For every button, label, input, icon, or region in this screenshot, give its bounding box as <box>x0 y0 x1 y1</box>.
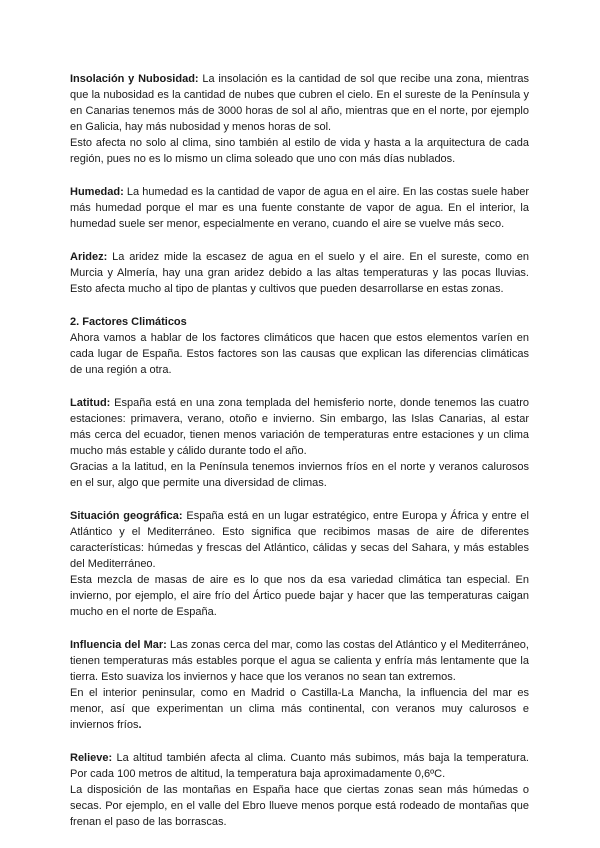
paragraph <box>70 249 529 297</box>
paragraph <box>70 71 529 135</box>
section-factores <box>70 314 529 378</box>
paragraph <box>70 750 529 782</box>
term-label: Humedad: <box>70 186 124 198</box>
paragraph: Esta mezcla de masas de aire es lo que nos da esa variedad climática tan especial. En invierno, por ejemplo, el aire frío del Ártico puede bajar y hacer que las temperaturas caigan mucho en el norte de España. <box>70 574 529 618</box>
paragraph: Gracias a la latitud, en la Península tenemos inviernos fríos en el norte y veranos calurosos en el sur, algo que permite una diversidad de climas. <box>70 461 529 489</box>
term-label: Latitud: <box>70 397 111 409</box>
paragraph-text: Las zonas cerca del mar, como las costas del Atlántico y el Mediterráneo, tienen temperaturas más estables porque el agua se calienta y enfría más lentamente que la tierra. Esto suaviza los inviernos y hace que los veranos no sean tan extremos. <box>70 639 529 683</box>
section-situacion <box>70 508 529 620</box>
term-label: Situación geográfica: <box>70 510 183 522</box>
paragraph-text: La humedad es la cantidad de vapor de agua en el aire. En las costas suele haber más humedad porque el mar es una fuente constante de vapor de agua. En el interior, la humedad suele ser menor, especialmente en verano, cuando el aire se vuelve más seco. <box>70 186 529 230</box>
paragraph: La disposición de las montañas en España hace que ciertas zonas sean más húmedas o secas. Por ejemplo, en el valle del Ebro llueve menos porque está rodeado de montañas que frenan el paso de las borrascas. <box>70 784 529 828</box>
section-latitud <box>70 395 529 491</box>
section-mar <box>70 637 529 733</box>
section-insolacion <box>70 71 529 167</box>
term-label: Insolación y Nubosidad: <box>70 73 199 85</box>
paragraph <box>70 184 529 232</box>
bold-period: . <box>138 719 142 731</box>
paragraph: Esto afecta no solo al clima, sino también al estilo de vida y hasta a la arquitectura de cada región, pues no es lo mismo un clima soleado que uno con más días nublados. <box>70 137 529 165</box>
document-body <box>70 71 529 830</box>
paragraph <box>70 508 529 572</box>
paragraph-text: En el interior peninsular, como en Madrid o Castilla-La Mancha, la influencia del mar es menor, así que experimentan un clima más continental, con veranos muy calurosos e inviernos fríos <box>70 687 529 731</box>
paragraph-text: España está en un lugar estratégico, entre Europa y África y entre el Atlántico y el Mediterráneo. Esto significa que recibimos masas de aire de diferentes características: húmedas y frescas del Atlántico, cálidas y secas del Sahara, y más estables del Mediterráneo. <box>70 510 529 570</box>
section-aridez <box>70 249 529 297</box>
paragraph-text: La insolación es la cantidad de sol que recibe una zona, mientras que la nubosidad es la cantidad de nubes que cubren el cielo. En el sureste de la Península y en Canarias tenemos más de 3000 horas de sol al año, mientras que en el norte, por ejemplo en Galicia, hay más nubosidad y menos horas de sol. <box>70 73 530 133</box>
paragraph-text: La altitud también afecta al clima. Cuanto más subimos, más baja la temperatura. Por cada 100 metros de altitud, la temperatura baja aproximadamente 0,6ºC. <box>70 752 529 780</box>
section-heading: 2. Factores Climáticos <box>70 316 187 328</box>
section-relieve <box>70 750 529 830</box>
term-label: Aridez: <box>70 251 108 263</box>
term-label: Relieve: <box>70 752 113 764</box>
paragraph-text: La aridez mide la escasez de agua en el suelo y el aire. En el sureste, como en Murcia y Almería, hay una gran aridez debido a las altas temperaturas y las pocas lluvias. Esto afecta mucho al tipo de plantas y cultivos que pueden desarrollarse en estas zonas. <box>70 251 529 295</box>
paragraph <box>70 395 529 459</box>
paragraph <box>70 685 529 733</box>
section-humedad <box>70 184 529 232</box>
paragraph <box>70 637 529 685</box>
paragraph-text: España está en una zona templada del hemisferio norte, donde tenemos las cuatro estaciones: primavera, verano, otoño e invierno. Sin embargo, las Islas Canarias, al estar más cerca del ecuador, tienen menos variación de temperaturas entre estaciones y un clima mucho más estable y cálido durante todo el año. <box>70 397 529 457</box>
paragraph: Ahora vamos a hablar de los factores climáticos que hacen que estos elementos varíen en cada lugar de España. Estos factores son las causas que explican las diferencias climáticas de una región a otra. <box>70 332 529 376</box>
term-label: Influencia del Mar: <box>70 639 167 651</box>
